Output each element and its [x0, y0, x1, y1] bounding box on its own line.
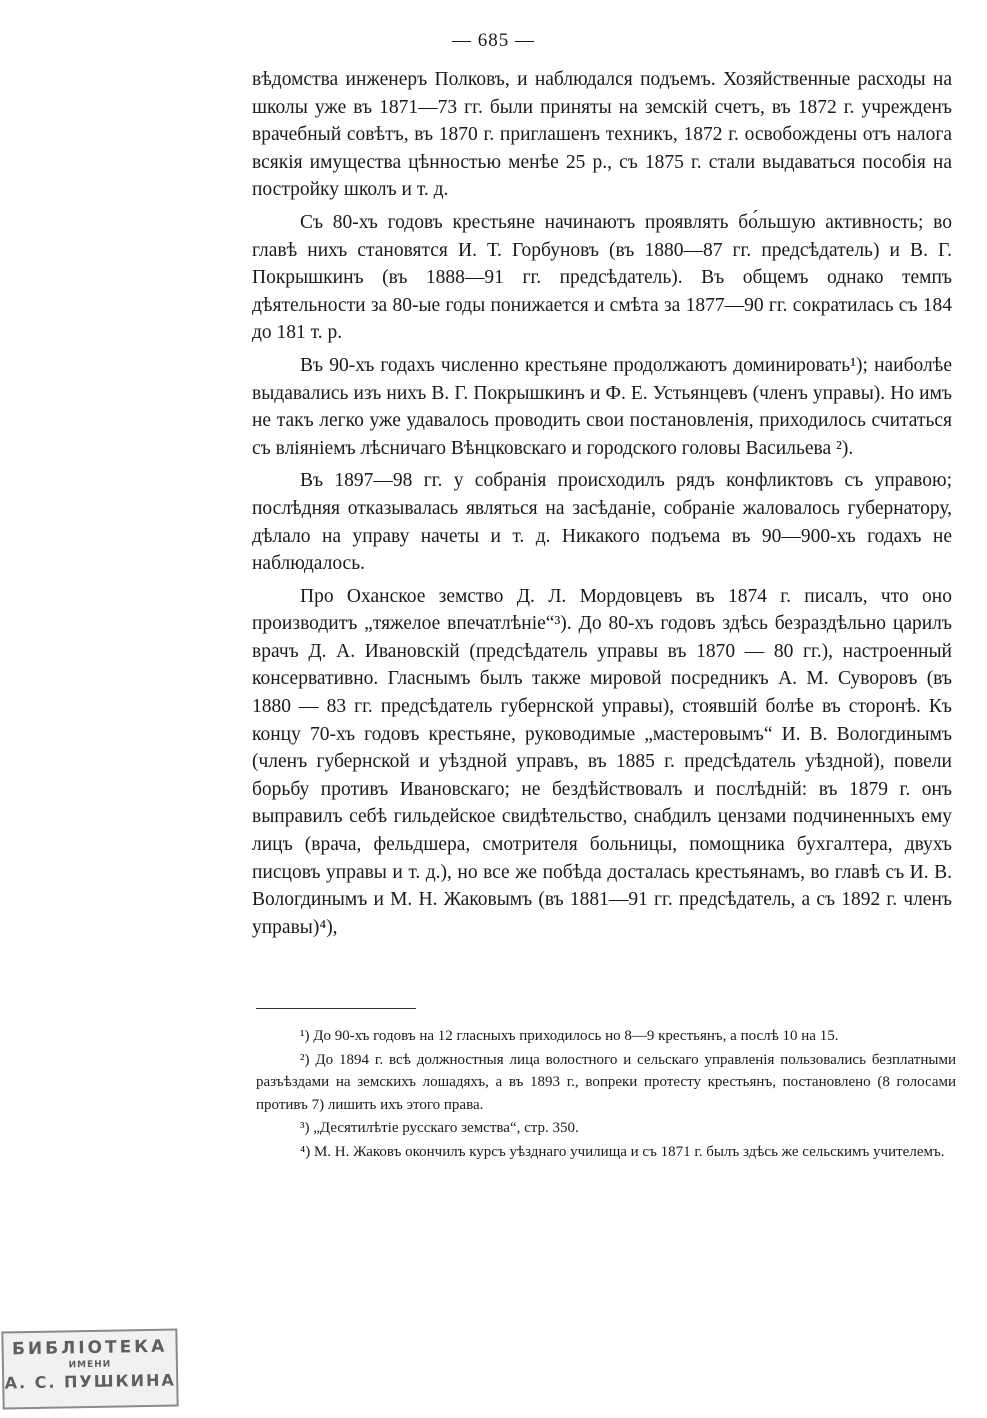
- stamp-line-1: БИБЛІОТЕКА: [11, 1336, 168, 1360]
- stamp-line-2: ИМЕНИ: [68, 1359, 112, 1371]
- footnote-3: ³) „Десятилѣтіе русскаго земства“, стр. 350.: [300, 1120, 579, 1136]
- paragraph-5: Про Оханское земство Д. Л. Мордовцевъ въ 1874 г. писалъ, что оно производитъ „тяжелое впечатлѣніе“³). До 80-хъ годовъ здѣсь безраздѣльно царилъ врачъ Д. А. Ивановскій (предсѣдатель управы въ 1870 — 80 гг.), настроенный консервативно. Гласнымъ былъ также мировой посредникъ А. М. Суворовъ (въ 1880 — 83 гг. предсѣдатель губернской управы), стоявшій болѣе въ сторонѣ. Къ концу 70-хъ годовъ крестьяне, руководимые „мастеровымъ“ И. В. Вологдинымъ (членъ губернской и уѣздной управъ, въ 1885 г. предсѣдатель уѣздной), повели борьбу противъ Ивановскаго; не бездѣйствовалъ и послѣдній: въ 1879 г. онъ выправилъ себѣ гильдейское свидѣтельство, снабдилъ цензами подчиненныхъ ему лицъ (врача, фельдшера, смотрителя больницы, помощника бухгалтера, двухъ писцовъ управы и т. д.), но все же побѣда досталась крестьянамъ, во главѣ съ И. В. Вологдинымъ и М. Н. Жаковымъ (въ 1881—91 гг. предсѣдатель, а съ 1892 г. членъ управы)⁴),: [252, 585, 952, 938]
- main-text: [252, 66, 952, 946]
- footnote-1: ¹) До 90-хъ годовъ на 12 гласныхъ приходилось но 8—9 крестьянъ, а послѣ 10 на 15.: [300, 1028, 839, 1044]
- paragraph-2: Съ 80-хъ годовъ крестьяне начинаютъ проявлять бо́льшую активность; во главѣ нихъ становятся И. Т. Горбуновъ (въ 1880—87 гг. предсѣдатель) и В. Г. Покрышкинъ (въ 1888—91 гг. предсѣдатель). Въ общемъ однако темпъ дѣятельности за 80-ые годы понижается и смѣта за 1877—90 гг. сократилась съ 184 до 181 т. р.: [252, 211, 952, 344]
- footnote-4: ⁴) М. Н. Жаковъ окончилъ курсъ уѣзднаго училища и съ 1871 г. былъ здѣсь же сельскимъ учителемъ.: [300, 1143, 945, 1160]
- library-stamp: [1, 1328, 178, 1409]
- footnotes: [256, 1025, 956, 1164]
- paragraph-4: Въ 1897—98 гг. у собранія происходилъ рядъ конфликтовъ съ управою; послѣдняя отказывалась являться на засѣданіе, собраніе жаловалось губернатору, дѣлало на управу начеты и т. д. Никакого подъема въ 90—900-хъ годахъ не наблюдалось.: [252, 470, 952, 575]
- page-number: — 685 —: [452, 30, 535, 51]
- stamp-line-3: А. С. ПУШКИНА: [4, 1370, 176, 1393]
- footnote-divider: [256, 1008, 416, 1009]
- footnote-2: ²) До 1894 г. всѣ должностныя лица волостного и сельскаго управленія пользовались безплатными разъѣздами на земскихъ лошадяхъ, а въ 1893 г., вопреки протесту крестьянъ, постановлено (8 голосами противъ 7) лишить ихъ этого права.: [256, 1051, 956, 1113]
- paragraph-1: вѣдомства инженеръ Полковъ, и наблюдался подъемъ. Хозяйственные расходы на школы уже въ 1871—73 гг. были приняты на земскій счетъ, въ 1872 г. учрежденъ врачебный совѣтъ, въ 1870 г. приглашенъ техникъ, 1872 г. освобождены отъ налога всякія имущества цѣнностью менѣе 25 р., съ 1875 г. стали выдаваться пособія на постройку школъ и т. д.: [252, 69, 952, 201]
- paragraph-3: Въ 90-хъ годахъ численно крестьяне продолжаютъ доминировать¹); наиболѣе выдавались изъ нихъ В. Г. Покрышкинъ и Ф. Е. Устьянцевъ (членъ управы). Но имъ не такъ легко уже удавалось проводить свои постановленія, приходилось считаться съ вліяніемъ лѣсничаго Вѣнцковскаго и городского головы Васильева ²).: [252, 354, 952, 459]
